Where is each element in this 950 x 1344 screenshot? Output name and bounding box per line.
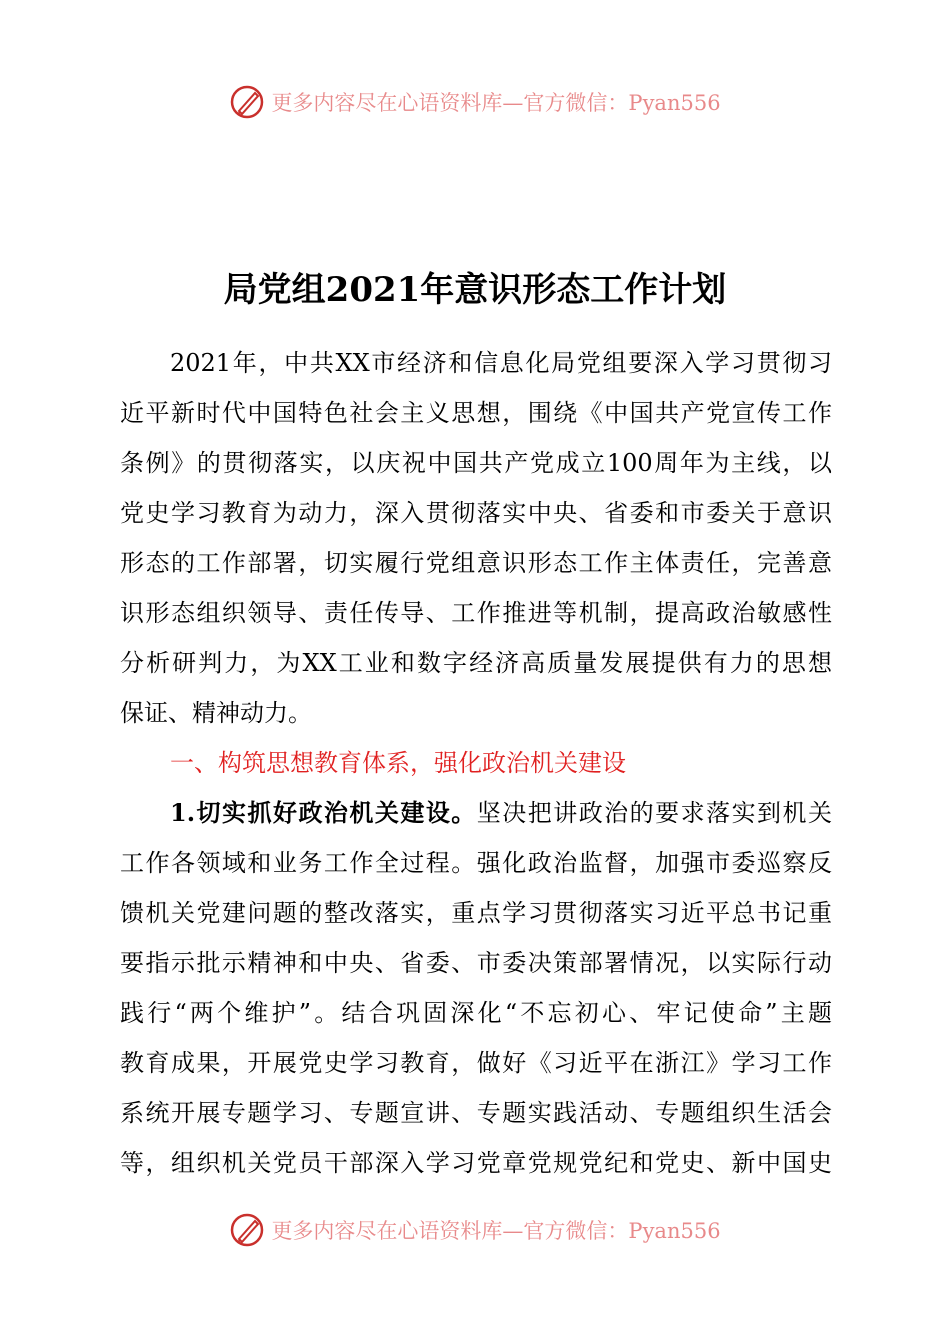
- watermark-text: 更多内容尽在心语资料库—官方微信：Pyan556: [271, 1219, 721, 1243]
- intro-line: 识形态组织领导、责任传导、工作推进等机制，提高政治敏感性: [120, 599, 832, 627]
- item-label: 1.切实抓好政治机关建设。: [170, 798, 477, 827]
- intro-line: 形态的工作部署，切实履行党组意识形态工作主体责任，完善意: [120, 549, 832, 577]
- watermark-banner-bottom: [0, 1210, 950, 1250]
- item-first-line: [120, 788, 832, 838]
- item-line: 工作各领域和业务工作全过程。强化政治监督，加强市委巡察反: [120, 849, 832, 877]
- section-heading: 一、构筑思想教育体系，强化政治机关建设: [170, 749, 626, 777]
- watermark-banner-top: [0, 82, 950, 122]
- item-line: 教育成果，开展党史学习教育，做好《习近平在浙江》学习工作: [120, 1049, 832, 1077]
- pen-logo-icon: [229, 84, 265, 120]
- item-line: 践行“两个维护”。结合巩固深化“不忘初心、牢记使命”主题: [120, 999, 832, 1027]
- document-body: [120, 338, 832, 1188]
- watermark-text: 更多内容尽在心语资料库—官方微信：Pyan556: [271, 91, 721, 115]
- item-line: 等，组织机关党员干部深入学习党章党规党纪和党史、新中国史: [120, 1149, 832, 1177]
- item-line: 馈机关党建问题的整改落实，重点学习贯彻落实习近平总书记重: [120, 899, 832, 927]
- item-line: 要指示批示精神和中央、省委、市委决策部署情况，以实际行动: [120, 949, 832, 977]
- intro-line: 近平新时代中国特色社会主义思想，围绕《中国共产党宣传工作: [120, 399, 832, 427]
- item-line: 系统开展专题学习、专题宣讲、专题实践活动、专题组织生活会: [120, 1099, 832, 1127]
- pen-logo-icon: [229, 1212, 265, 1248]
- item-first-text: 坚决把讲政治的要求落实到机关: [476, 799, 832, 827]
- intro-line: 2021年，中共XX市经济和信息化局党组要深入学习贯彻习: [170, 349, 832, 377]
- intro-line: 保证、精神动力。: [120, 699, 312, 727]
- intro-line: 分析研判力，为XX工业和数字经济高质量发展提供有力的思想: [120, 649, 832, 677]
- intro-line: 党史学习教育为动力，深入贯彻落实中央、省委和市委关于意识: [120, 499, 832, 527]
- intro-line: 条例》的贯彻落实，以庆祝中国共产党成立100周年为主线，以: [120, 449, 832, 477]
- page-title: 局党组2021年意识形态工作计划: [223, 270, 727, 310]
